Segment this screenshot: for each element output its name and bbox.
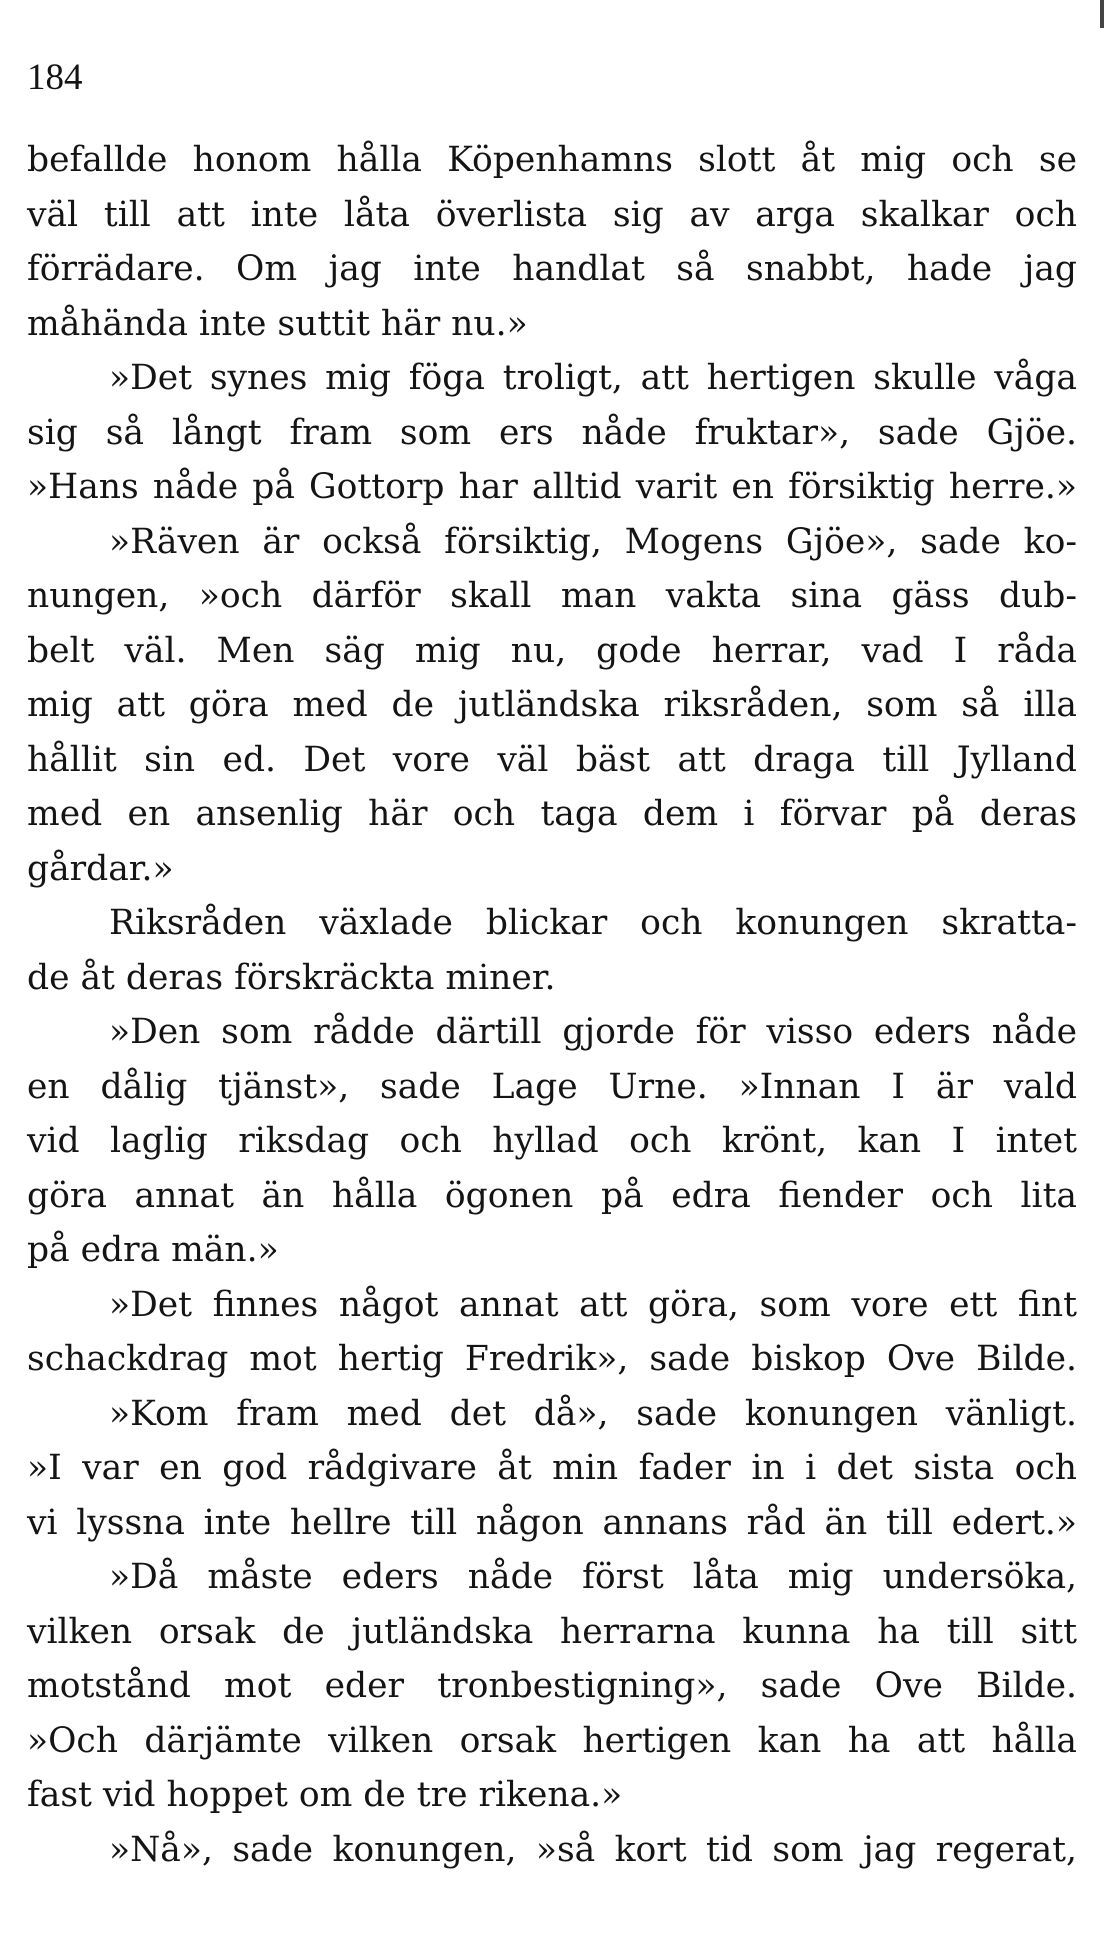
text-line: »Då måste eders nåde först låta mig undersöka, — [109, 1557, 1077, 1597]
text-line: de åt deras förskräckta miner. — [27, 957, 556, 998]
text-line: »Nå», sade konungen, »så kort tid som jag regerat, — [109, 1829, 1077, 1870]
text-line: sig så långt fram som ers nåde fruktar», sade Gjöe. — [27, 412, 1077, 453]
text-line: »Den som rådde därtill gjorde för visso eders nåde — [109, 1012, 1077, 1052]
text-line: belt väl. Men säg mig nu, gode herrar, vad I råda — [27, 630, 1077, 671]
text-line: på edra män.» — [27, 1230, 279, 1270]
text-line: »Det finnes något annat att göra, som vore ett fint — [109, 1284, 1077, 1325]
text-line: motstånd mot eder tronbestigning», sade Ove Bilde. — [27, 1666, 1077, 1706]
text-line: »Och därjämte vilken orsak hertigen kan ha att hålla — [27, 1720, 1077, 1761]
page-number: 184 — [27, 57, 83, 98]
text-line: måhända inte suttit här nu.» — [27, 303, 528, 344]
text-line: »Det synes mig föga troligt, att hertigen skulle våga — [109, 358, 1077, 398]
text-line: med en ansenlig här och taga dem i förvar på deras — [27, 794, 1077, 834]
text-line: schackdrag mot hertig Fredrik», sade biskop Ove Bilde. — [27, 1339, 1077, 1379]
text-line: hållit sin ed. Det vore väl bäst att draga till Jylland — [27, 739, 1077, 780]
text-line: befallde honom hålla Köpenhamns slott åt mig och se — [27, 140, 1077, 180]
text-line: »I var en god rådgivare åt min fader in i det sista och — [27, 1448, 1077, 1488]
text-line: »Räven är också försiktig, Mogens Gjöe», sade ko- — [109, 521, 1077, 562]
scan-edge-mark — [1100, 0, 1104, 28]
text-line: förrädare. Om jag inte handlat så snabbt, hade jag — [27, 249, 1077, 289]
text-line: mig att göra med de jutländska riksråden, som så illa — [27, 685, 1077, 725]
text-line: nungen, »och därför skall man vakta sina gäss dub- — [27, 576, 1077, 616]
text-line: en dålig tjänst», sade Lage Urne. »Innan I är vald — [27, 1066, 1077, 1107]
text-line: fast vid hoppet om de tre rikena.» — [27, 1775, 623, 1815]
text-line: vi lyssna inte hellre till någon annans råd än till edert.» — [27, 1502, 1077, 1543]
text-line: Riksråden växlade blickar och konungen skratta- — [109, 903, 1077, 943]
text-line: »Kom fram med det då», sade konungen vänligt. — [109, 1393, 1077, 1434]
text-line: göra annat än hålla ögonen på edra fiender och lita — [27, 1175, 1077, 1216]
text-line: gårdar.» — [27, 848, 174, 889]
text-line: väl till att inte låta överlista sig av arga skalkar och — [27, 194, 1077, 235]
book-page-text — [27, 133, 1077, 1877]
text-line: vid laglig riksdag och hyllad och krönt, kan I intet — [27, 1121, 1077, 1161]
text-line: »Hans nåde på Gottorp har alltid varit en försiktig herre.» — [27, 467, 1077, 507]
text-line: vilken orsak de jutländska herrarna kunna ha till sitt — [27, 1611, 1077, 1652]
